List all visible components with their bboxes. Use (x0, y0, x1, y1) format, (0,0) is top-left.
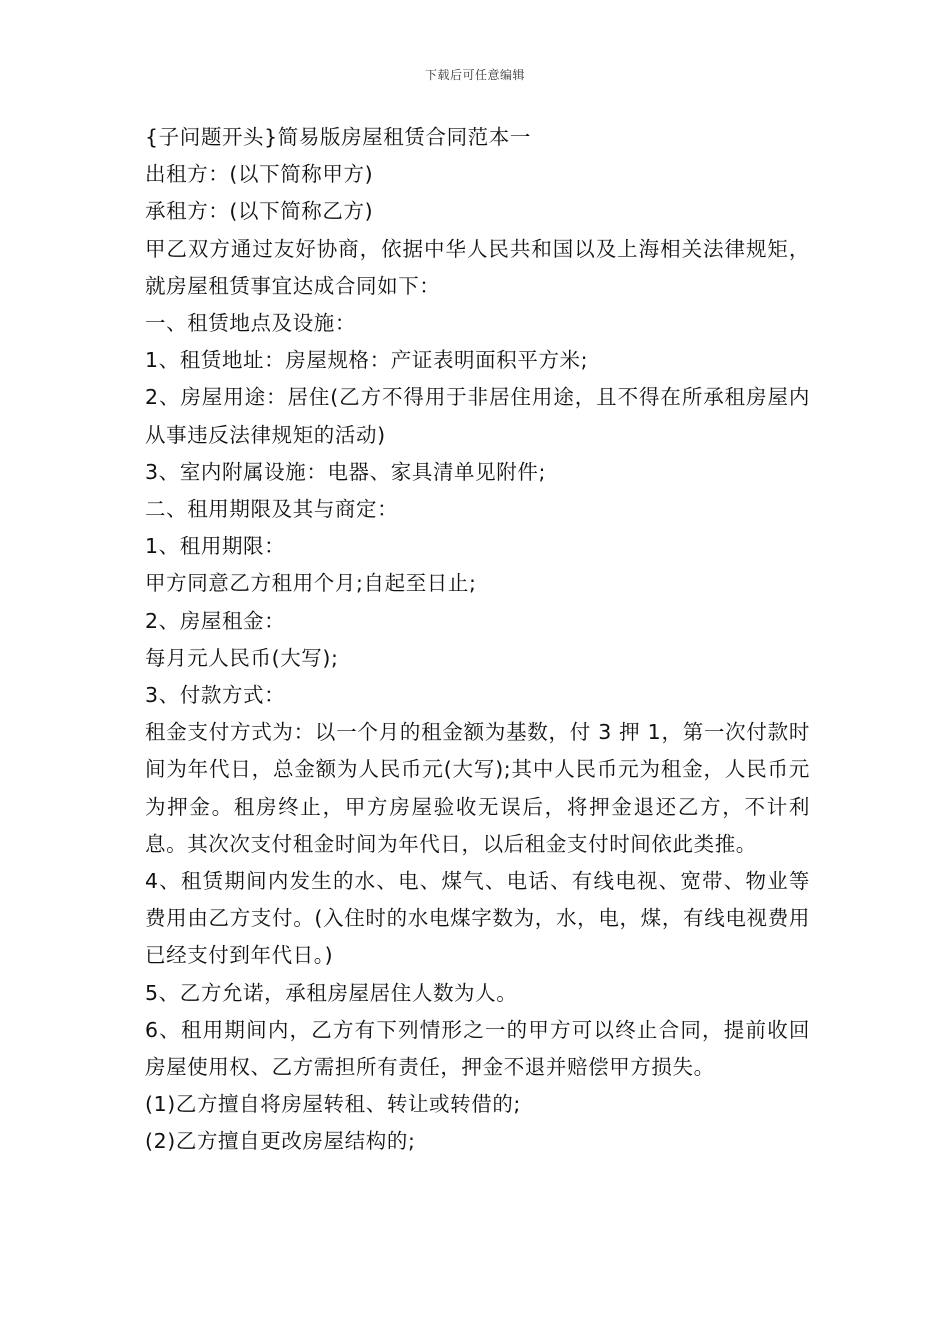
clause-paragraph: 4、租赁期间内发生的水、电、煤气、电话、有线电视、宽带、物业等费用由乙方支付。(入住时的水电煤字数为，水，电，煤，有线电视费用已经支付到年代日。) (145, 869, 810, 968)
document-body (145, 119, 810, 1161)
clause-paragraph: 2、房屋租金： (145, 608, 286, 633)
clause-paragraph: 3、付款方式： (145, 683, 286, 708)
clause-paragraph: 每月元人民币(大写); (145, 645, 339, 670)
clause-paragraph: 租金支付方式为：以一个月的租金额为基数，付 3 押 1，第一次付款时间为年代日，总金额为人民币元(大写);其中人民币元为租金，人民币元为押金。租房终止，甲方房屋验收无误后，将押金退还乙方，不计利息。其次次支付租金时间为年代日，以后租金支付时间依此类推。 (145, 720, 810, 856)
clause-paragraph: 3、室内附属设施：电器、家具清单见附件; (145, 459, 546, 484)
clause-paragraph: (1)乙方擅自将房屋转租、转让或转借的; (145, 1092, 521, 1117)
clause-paragraph: 甲方同意乙方租用个月;自起至日止; (145, 571, 477, 596)
preamble-paragraph: 甲乙双方通过友好协商，依据中华人民共和国以及上海相关法律规矩，就房屋租赁事宜达成合同如下： (145, 236, 810, 298)
clause-paragraph: 2、房屋用途：居住(乙方不得用于非居住用途，且不得在所承租房屋内从事违反法律规矩的活动) (145, 385, 810, 447)
section-heading: 二、租用期限及其与商定： (145, 497, 399, 522)
clause-paragraph: (2)乙方擅自更改房屋结构的; (145, 1129, 416, 1154)
header-note: 下载后可任意编辑 (424, 68, 525, 82)
section-heading: 一、租赁地点及设施： (145, 311, 356, 336)
lessor-line: 出租方：(以下简称甲方) (145, 162, 374, 187)
clause-paragraph: 1、租赁地址：房屋规格：产证表明面积平方米; (145, 348, 589, 373)
lessee-line: 承租方：(以下简称乙方) (145, 199, 374, 224)
clause-paragraph: 6、租用期间内，乙方有下列情形之一的甲方可以终止合同，提前收回房屋使用权、乙方需担所有责任，押金不退并赔偿甲方损失。 (145, 1017, 810, 1080)
clause-paragraph: 1、租用期限： (145, 534, 286, 559)
clause-paragraph: 5、乙方允诺，承租房屋居住人数为人。 (145, 980, 518, 1005)
document-title: {子问题开头}简易版房屋租赁合同范本一 (145, 125, 531, 149)
